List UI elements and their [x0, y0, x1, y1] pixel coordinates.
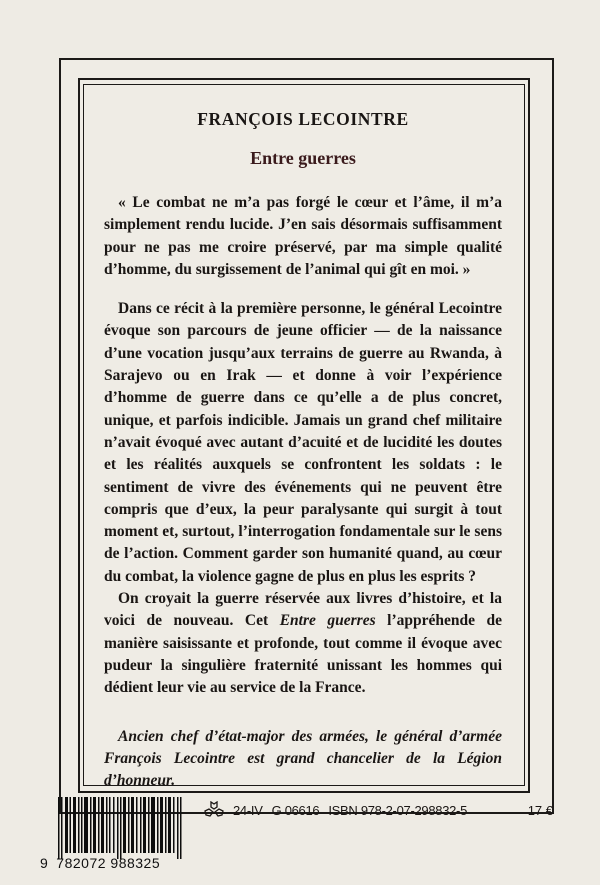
catalog-number: G 06616: [271, 802, 320, 818]
author-bio: Ancien chef d’état-major des armées, le général d’armée François Lecointre est grand chancelier de la Légion d’honneur.: [104, 727, 502, 790]
publisher-logo-icon: [203, 801, 225, 819]
book-title: Entre guerres: [250, 148, 356, 168]
barcode: [58, 797, 182, 859]
isbn: ISBN 978-2-07-298832-5: [328, 802, 468, 818]
print-code: 24-IV: [233, 802, 263, 818]
author-name: FRANÇOIS LECOINTRE: [197, 109, 409, 129]
epigraph-quote: « Le combat ne m’a pas forgé le cœur et l’âme, il m’a simplement rendu lucide. J’en sais désormais suffisamment pour ne pas me croire préservé, par ma simple qualité d’homme, du surgissement de l’animal qui gît en moi. »: [104, 194, 502, 278]
summary-text: On croyait la guerre réservée aux livres d’histoire, et la voici de nouveau. Cet: [104, 590, 502, 630]
barcode-digits: 782072 988325: [56, 855, 161, 871]
price: 17 €: [527, 802, 553, 818]
title-mention: Entre guerres: [279, 612, 376, 630]
summary-paragraph-1: Dans ce récit à la première personne, le général Lecointre évoque son parcours de jeune officier — de la naissance d’une vocation jusqu’aux terrains de guerre au Rwanda, à Sarajevo ou en Irak — et donne à voir l’expérience d’homme de guerre dans ce qu’elle a de plus concret, unique, et parfois indicible. Jamais un grand chef militaire n’avait évoqué avec autant d’acuité et de lucidité les doutes et les réalités auxquels se confrontent les soldats : le sentiment de vivre des événements qui ne peuvent être compris que d’eux, la peur paralysante qui surgit à tout moment et, surtout, l’interrogation fondamentale sur le sens de l’action. Comment garder son humanité quand, au cœur du combat, la violence gagne de plus en plus les esprits ?: [104, 300, 502, 585]
barcode-number: [40, 855, 160, 871]
publication-info: [203, 800, 553, 820]
back-cover-content: [104, 108, 502, 792]
barcode-first-digit: 9: [40, 855, 49, 871]
summary-paragraph-2: [104, 588, 502, 699]
summary-text: l’appréhende de manière saisissante et profonde, tout comme il évoque avec pudeur la singulière fraternité unissant les hommes qui dédient leur vie au service de la France.: [104, 612, 503, 697]
